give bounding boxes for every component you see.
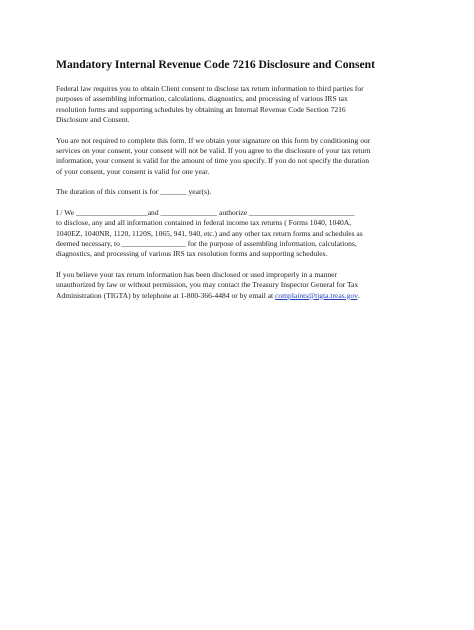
text-line: information, your consent is valid for the amount of time you specify. If you do not specify the duration bbox=[56, 156, 370, 166]
text-line: deemed necessary, to _________________ for the purpose of assembling information, calculations, bbox=[56, 239, 357, 249]
text-line: unauthorized by law or without permission, you may contact the Treasury Inspector General for Tax bbox=[56, 280, 359, 290]
text-line: Disclosure and Consent. bbox=[56, 114, 130, 124]
paragraph-authorization bbox=[56, 208, 424, 259]
document-title: Mandatory Internal Revenue Code 7216 Disclosure and Consent bbox=[56, 58, 375, 71]
text-line: You are not required to complete this form. If we obtain your signature on this form by conditioning our bbox=[56, 135, 371, 145]
text-line: diagnostics, and processing of various IRS tax resolution forms and supporting schedules. bbox=[56, 249, 328, 259]
email-link[interactable]: complaints@tigta.treas.gov bbox=[275, 290, 358, 300]
text-line: The duration of this consent is for _______ year(s). bbox=[56, 187, 212, 197]
text-line: 1040EZ, 1040NR, 1120, 1120S, 1065, 941, 940, etc.) and any other tax return forms and schedules as bbox=[56, 228, 363, 238]
text-line: to disclose, any and all information contained in federal income tax returns ( Forms 1040, 1040A, bbox=[56, 218, 352, 228]
text-line: Federal law requires you to obtain Client consent to disclose tax return information to third parties for bbox=[56, 84, 364, 93]
text-segment: . bbox=[357, 290, 360, 300]
text-line: of your consent, your consent is valid for one year. bbox=[56, 166, 210, 176]
paragraph-not-required bbox=[56, 136, 424, 177]
text-line: purposes of assembling information, calculations, diagnostics, and processing of various IRS tax bbox=[56, 94, 348, 104]
text-line: services on your consent, your consent will not be valid. If you agree to the disclosure of your tax return bbox=[56, 145, 371, 155]
text-line: I / We ___________________and _______________ authorize ____________________________ bbox=[56, 208, 355, 218]
text-line: resolution forms and supporting schedules by obtaining an Internal Revenue Code Section 7216 bbox=[56, 104, 346, 114]
paragraph-federal-law bbox=[56, 84, 424, 125]
paragraph-duration bbox=[56, 187, 424, 197]
text-line bbox=[56, 291, 424, 301]
text-segment: Administration (TIGTA) by telephone at 1-800-366-4484 or by email at bbox=[56, 290, 276, 300]
paragraph-tigta bbox=[56, 270, 424, 301]
document-page bbox=[56, 58, 424, 312]
text-line: If you believe your tax return information has been disclosed or used improperly in a manner bbox=[56, 270, 338, 280]
